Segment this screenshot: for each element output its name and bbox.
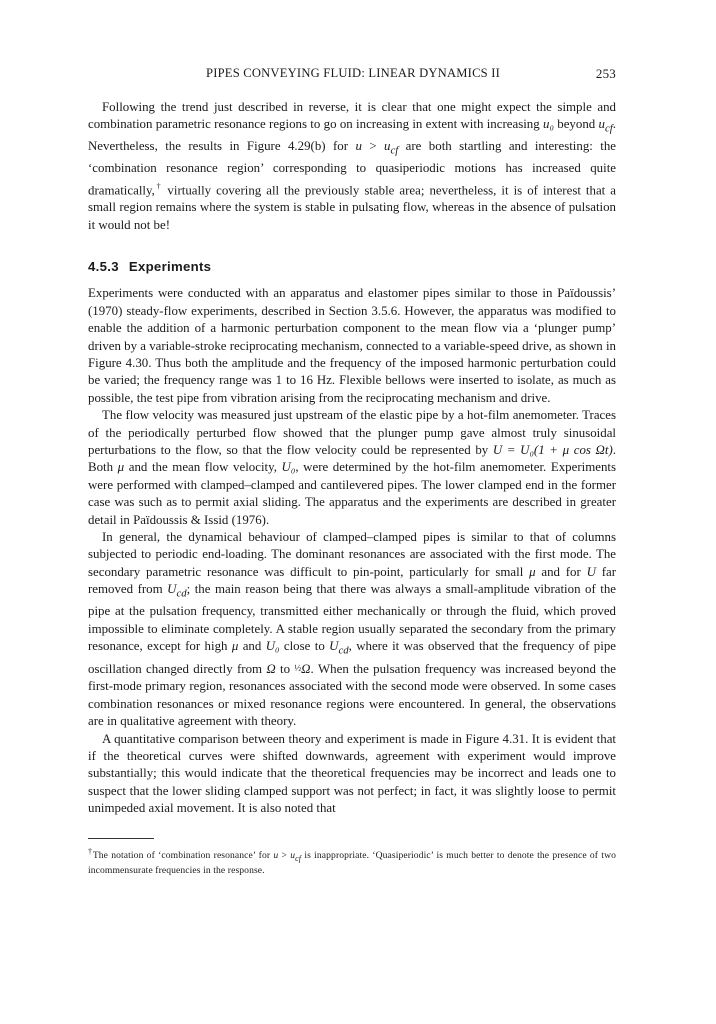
section-number: 4.5.3 — [88, 259, 119, 275]
paragraph-comparison: A quantitative comparison between theory and experiment is made in Figure 4.31. It is evident that if the theoretical curves were shifted downwards, agreement with experiment would improve substantially; this would indicate that the theoretical frequencies may be incorrect and leads one to suspect that the lower sliding clamped support was not perfect; in fact, it was slightly loose to permit unimpeded axial movement. It is also noted that — [88, 731, 616, 816]
running-title: PIPES CONVEYING FLUID: LINEAR DYNAMICS II — [206, 66, 501, 80]
paragraph-dynamical-behaviour: In general, the dynamical behaviour of clamped–clamped pipes is similar to that of columns subjected to periodic end-loading. The dominant resonances are associated with the first mode. The secondary parametric resonance was difficult to pin-point, particularly for small μ and for U far removed from $U_{cd}$; the main reason being that there was always a small-amplitude vibration of the pipe at the pulsation frequency, transmitted either mechanically or through the fluid, which proved impossible to eliminate completely. A stable region usually separated the secondary from the primary resonance, except for high μ and U₀ close to $U_{cd}$, where it was observed that the frequency of pipe oscillation changed directly from Ω to ½Ω. When the pulsation frequency was increased beyond the first-mode primary region, resonances associated with the second mode were observed. In some cases combination resonances or mixed resonance regions were encountered. In general, the observations are in qualitative agreement with theory. — [88, 529, 617, 729]
footnote: †The notation of ‘combination resonance’ for $u > u_{cf}$ is inappropriate. ‘Quasiperiodic’ is much better to denote the presence of two incommensurate frequencies in the response. — [88, 846, 616, 877]
paragraph-continuation: Following the trend just described in reverse, it is clear that one might expect the simple and combination parametric resonance regions to go on increasing in extent with increasing u₀ beyond $u_{cf}$. Nevertheless, the results in Figure 4.29(b) for $u > u_{cf}$ are both startling and interesting: the ‘combination resonance region’ corresponding to quasiperiodic motions has increased quite dramatically,† virtually covering all the previously stable area; nevertheless, it is of interest that a small region remains where the system is stable in pulsating flow, whereas in the absence of pulsation it would not be! — [88, 100, 617, 232]
paragraph-flow-velocity: The flow velocity was measured just upstream of the elastic pipe by a hot-film anemometer. Traces of the periodically perturbed flow showed that the plunger pump gave almost truly sinusoidal perturbations to the flow, so that the flow velocity could be represented by U = U₀(1 + μ cos Ωt). Both μ and the mean flow velocity, U₀, were determined by the hot-film anemometer. Experiments were performed with clamped–clamped and cantilevered pipes. The lower clamped end in the former case was such as to permit axial sliding. The apparatus and the experiments are described in greater detail in Païdoussis & Issid (1976). — [88, 408, 617, 527]
paragraph-experiments: Experiments were conducted with an apparatus and elastomer pipes similar to those in Païdoussis’ (1970) steady-flow experiments, described in Section 3.5.6. However, the apparatus was modified to enable the addition of a harmonic perturbation component to the mean flow via a ‘plunger pump’ driven by a variable-stroke reciprocating mechanism, connected to a variable-speed drive, as shown in Figure 4.30. Thus both the amplitude and the frequency of the imposed harmonic perturbation could be varied; the frequency range was 1 to 16 Hz. Flexible bellows were inserted to isolate, as much as possible, the test pipe from vibration arising from the reciprocating mechanism and drive. — [88, 286, 616, 405]
section-heading — [88, 259, 616, 274]
section-title: Experiments — [128, 259, 212, 275]
page — [88, 66, 616, 878]
page-number: 253 — [595, 66, 616, 81]
footnote-marker: † — [154, 181, 163, 191]
footnote-divider — [88, 838, 154, 839]
running-head — [88, 66, 616, 86]
equation-flow: U = U₀(1 + μ cos Ωt) — [492, 442, 613, 457]
